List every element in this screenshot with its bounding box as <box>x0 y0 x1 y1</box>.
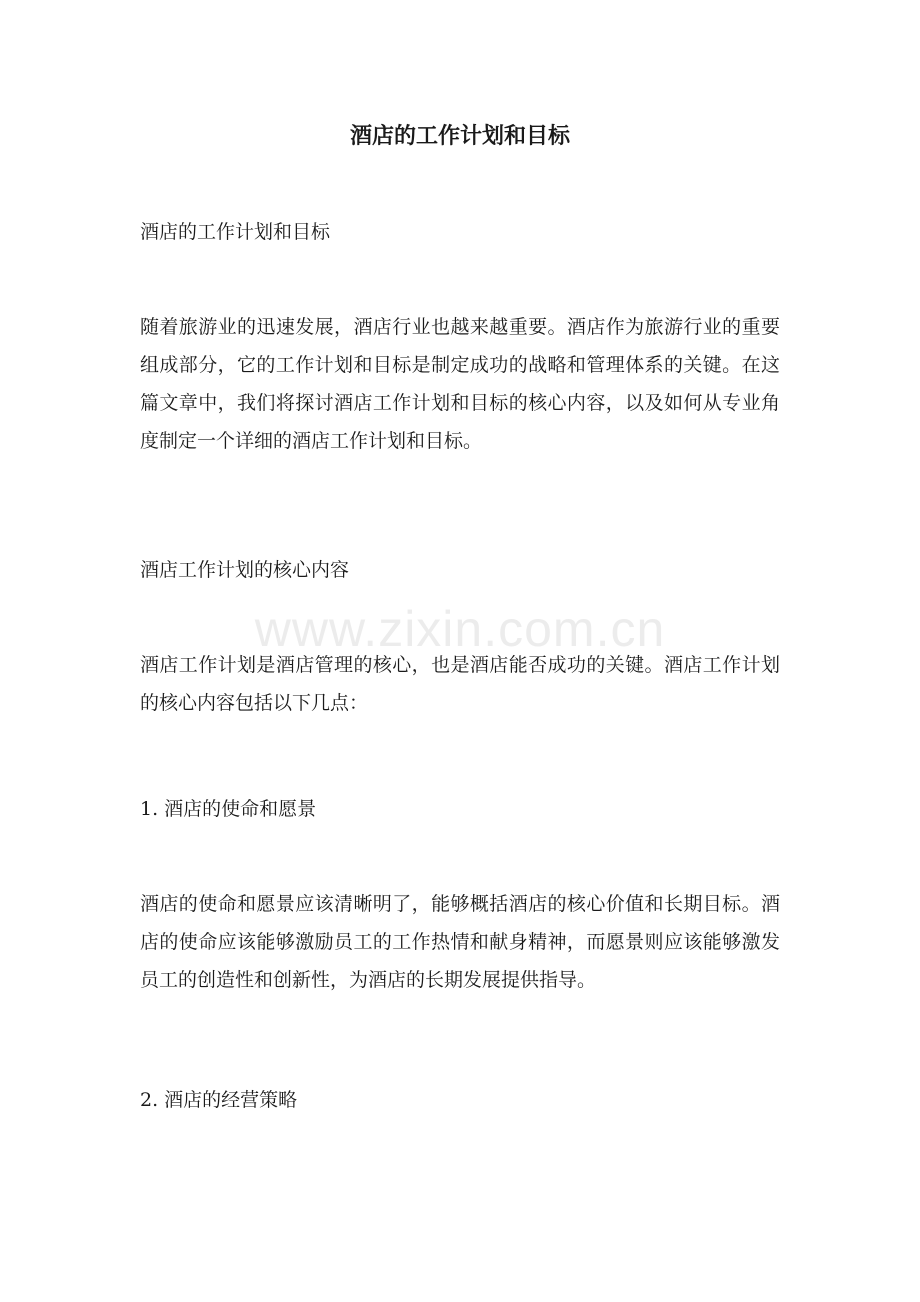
mission-vision-paragraph: 酒店的使命和愿景应该清晰明了，能够概括酒店的核心价值和长期目标。酒店的使命应该能够激励员工的工作热情和献身精神，而愿景则应该能够激发员工的创造性和创新性，为酒店的长期发展提供指导。 <box>140 893 780 991</box>
list-item-mission-vision: 1. 酒店的使命和愿景 <box>140 798 317 820</box>
section-heading-core-content: 酒店工作计划的核心内容 <box>140 559 350 581</box>
list-item-business-strategy: 2. 酒店的经营策略 <box>140 1089 298 1111</box>
core-content-paragraph: 酒店工作计划是酒店管理的核心，也是酒店能否成功的关键。酒店工作计划的核心内容包括以下几点： <box>140 654 780 714</box>
subtitle-paragraph: 酒店的工作计划和目标 <box>140 221 331 243</box>
intro-paragraph: 随着旅游业的迅速发展，酒店行业也越来越重要。酒店作为旅游行业的重要组成部分，它的工作计划和目标是制定成功的战略和管理体系的关键。在这篇文章中，我们将探讨酒店工作计划和目标的核心内容，以及如何从专业角度制定一个详细的酒店工作计划和目标。 <box>140 316 780 452</box>
document-title: 酒店的工作计划和目标 <box>349 123 570 149</box>
watermark: www.zixin.com.cn <box>254 601 666 657</box>
